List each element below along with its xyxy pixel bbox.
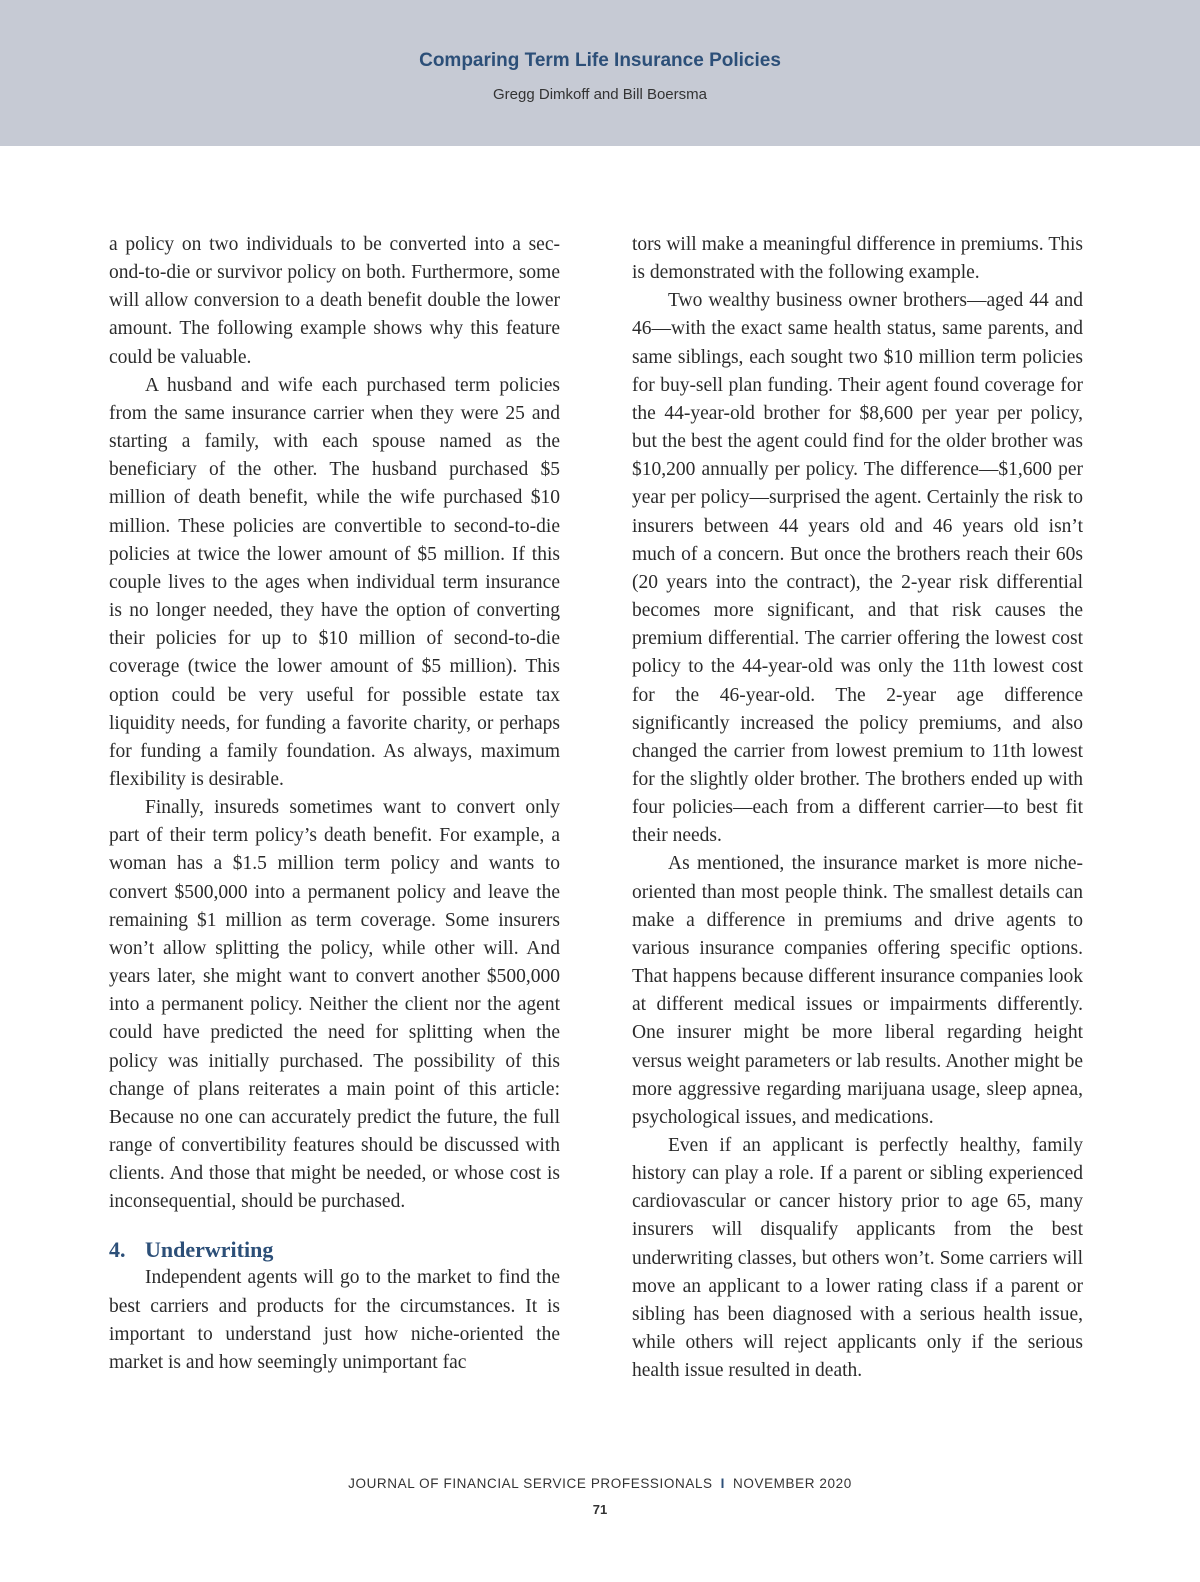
section-title: Underwriting (145, 1237, 274, 1263)
section-number: 4. (109, 1237, 126, 1263)
paragraph: tors will make a meaningful difference in premiums. This is demonstrated with the following example. (632, 234, 1083, 284)
paragraph: Two wealthy business owner brothers—aged 44 and 46—with the exact same health status, same parents, and same siblings, each sought two $10 million term policies for buy-sell plan funding. Their agent found coverage for the 44-year-old brother for $8,600 per year per policy, but the best the agent could find for the older brother was $10,200 annually per policy. The difference—$1,600 per year per policy—surprised the agent. Certainly the risk to insurers between 44 years old and 46 years old isn’t much of a concern. But once the brothers reach their 60s (20 years into the contract), the 2-year risk differential becomes more significant, and that risk causes the premium differential. The carrier offering the lowest cost policy to the 44-year-old was only the 11th lowest cost for the 46-year-old. The 2-year age difference significantly increased the policy premiums, and also changed the carrier from lowest premium to 11th lowest for the slightly older brother. The brothers ended up with four policies—each from a different carrier—to best fit their needs. (632, 290, 1083, 847)
footer-separator: I (720, 1476, 726, 1491)
left-column (109, 231, 560, 1377)
header-band (0, 0, 1200, 146)
paragraph: Finally, insureds sometimes want to convert only part of their term policy’s death benefit. For example, a woman has a $1.5 million term policy and wants to convert $500,000 into a permanent policy and leave the remaining $1 million as term coverage. Some insurers won’t allow splitting the policy, while other will. And years later, she might want to convert another $500,000 into a permanent policy. Neither the client nor the agent could have predicted the need for splitting when the policy was initially purchased. The possibility of this change of plans reiterates a main point of this article: Because no one can accurately predict the future, the full range of convertibility features should be discussed with clients. And those that might be needed, or whose cost is inconsequential, should be purchased. (109, 797, 560, 1213)
article-authors: Gregg Dimkoff and Bill Boersma (493, 86, 707, 103)
paragraph: a policy on two individuals to be converted into a second-to-die or survivor policy on both. Furthermore, some will allow conversion to a death benefit double the lower amount. The following example shows why this feature could be valuable. (109, 234, 560, 368)
paragraph: Independent agents will go to the market to find the best carriers and products for the circumstances. It is important to understand just how niche-oriented the market is and how seemingly unimportant fac (109, 1267, 560, 1373)
issue-date: NOVEMBER 2020 (733, 1476, 852, 1491)
section-heading (109, 1236, 560, 1264)
article-title: Comparing Term Life Insurance Policies (419, 50, 781, 71)
footer-journal (0, 1476, 1200, 1491)
paragraph: A husband and wife each purchased term policies from the same insurance carrier when they were 25 and starting a family, with each spouse named as the beneficiary of the other. The husband purchased $5 million of death benefit, while the wife purchased $10 million. These policies are convertible to second-to-die policies at twice the lower amount of $5 million. If this couple lives to the ages when individual term insurance is no longer needed, they have the option of converting their policies for up to $10 million of second-to-die coverage (twice the lower amount of $5 million). This option could be very useful for possible estate tax liquidity needs, for funding a favorite charity, or perhaps for funding a family foundation. As always, maximum flexibility is desirable. (109, 374, 560, 790)
paragraph: As mentioned, the insurance market is more niche-oriented than most people think. The smallest details can make a difference in premiums and drive agents to various insurance companies offering specific options. That happens because different insurance companies look at different medical issues or impairments differently. One insurer might be more liberal regarding height versus weight parameters or lab results. Another might be more aggressive regarding marijuana usage, sleep apnea, psychological issues, and medications. (632, 853, 1083, 1128)
page-number: 71 (592, 1502, 608, 1517)
paragraph: Even if an applicant is perfectly healthy, family history can play a role. If a parent or sibling experienced cardiovascular or cancer history prior to age 65, many insurers will disqualify applicants from the best underwriting classes, but others won’t. Some carriers will move an applicant to a lower rating class if a parent or sibling has been diagnosed with a serious health issue, while others will reject applicants only if the serious health issue resulted in death. (632, 1135, 1083, 1382)
right-column (632, 231, 1083, 1385)
journal-name: JOURNAL OF FINANCIAL SERVICE PROFESSIONALS (348, 1476, 713, 1491)
